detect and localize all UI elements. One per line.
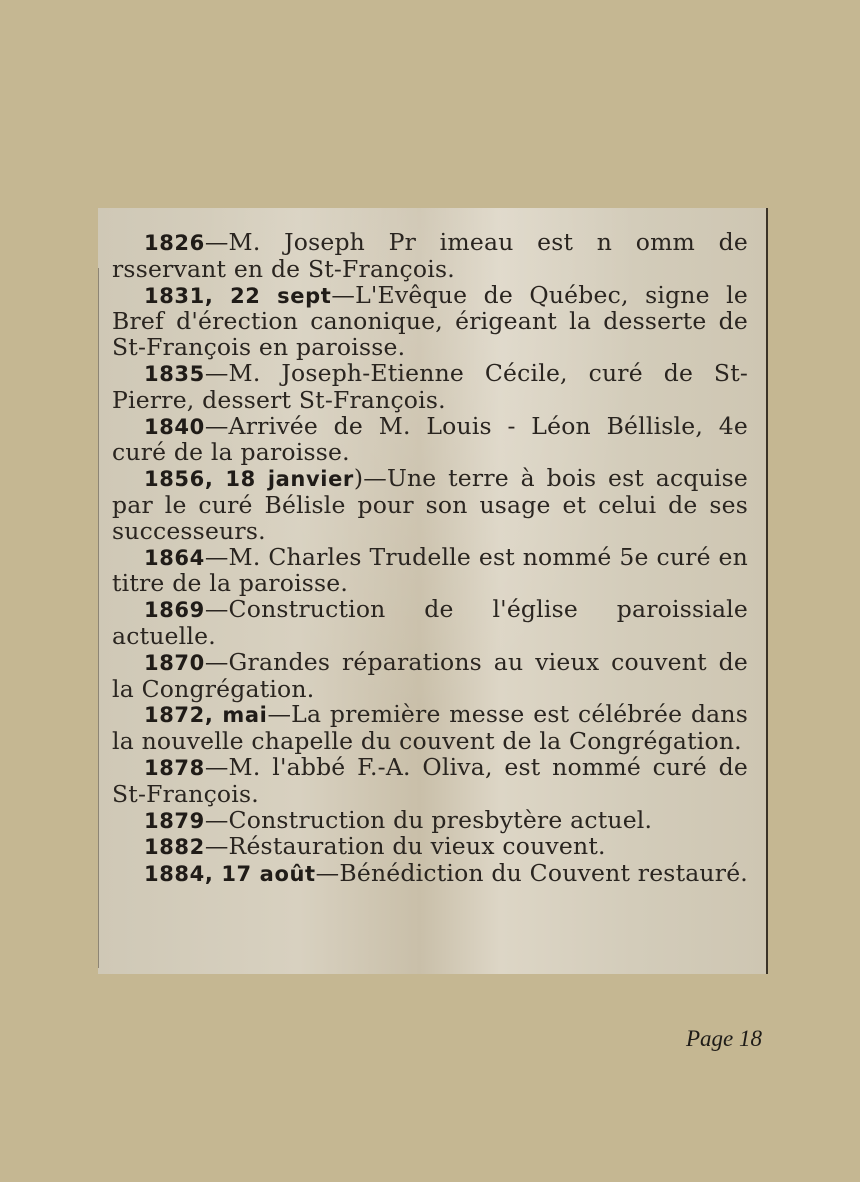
entry-1882 bbox=[112, 834, 748, 861]
entry-1835 bbox=[112, 358, 748, 414]
entry-text: —L'Evêque de Québec, signe le Bref d'érection canonique, érigeant la desserte de St-François en paroisse. bbox=[112, 280, 748, 362]
entry-text: —M. Joseph Pr imeau est n omm de rsservant en de St-François. bbox=[112, 228, 748, 283]
entry-text: —Bénédiction du Couvent restauré. bbox=[315, 859, 748, 888]
entry-text: —M. Charles Trudelle est nommé 5e curé en titre de la paroisse. bbox=[112, 542, 748, 598]
entry-1872 bbox=[112, 702, 748, 755]
entry-1870 bbox=[112, 647, 748, 703]
entry-date: 1856, 18 janvier bbox=[144, 467, 354, 492]
entry-date: 1835 bbox=[144, 361, 205, 386]
entry-text: —La première messe est célébrée dans la nouvelle chapelle du couvent de la Congrégation. bbox=[112, 700, 748, 756]
entry-date: 1870 bbox=[144, 650, 205, 675]
entry-1840 bbox=[112, 411, 748, 467]
entry-date: 1878 bbox=[144, 755, 205, 780]
entry-text: —Grandes réparations au vieux couvent de la Congrégation. bbox=[112, 647, 748, 703]
entry-text: —Construction de l'église paroissiale actuelle. bbox=[112, 595, 748, 650]
entry-text: —M. l'abbé F.-A. Oliva, est nommé curé de St-François. bbox=[112, 752, 748, 808]
entry-text: —Construction du presbytère actuel. bbox=[204, 805, 653, 834]
entry-date: 1872, mai bbox=[144, 703, 268, 728]
entry-date: 1840 bbox=[144, 414, 205, 439]
entry-1856 bbox=[112, 466, 748, 544]
entry-date: 1882 bbox=[144, 835, 205, 860]
newspaper-clipping bbox=[98, 208, 768, 974]
entry-date: 1826 bbox=[144, 231, 205, 255]
entry-text: —Arrivée de M. Louis - Léon Béllisle, 4e curé de la paroisse. bbox=[112, 411, 748, 467]
entry-1878 bbox=[112, 752, 748, 808]
entry-1869 bbox=[112, 597, 748, 650]
entry-date: 1869 bbox=[144, 598, 205, 623]
entry-date: 1831, 22 sept bbox=[144, 283, 332, 308]
entry-text: —Réstauration du vieux couvent. bbox=[204, 832, 606, 861]
entry-1826 bbox=[112, 230, 748, 283]
entry-date: 1864 bbox=[144, 545, 205, 570]
entry-1884 bbox=[112, 861, 748, 888]
entry-text: )—Une terre à bois est acquise par le curé Bélisle pour son usage et celui de ses successeurs. bbox=[112, 464, 748, 545]
entry-date: 1884, 17 août bbox=[144, 862, 316, 887]
entry-date: 1879 bbox=[144, 808, 205, 833]
page-number: Page 18 bbox=[685, 1026, 762, 1051]
entry-1864 bbox=[112, 542, 748, 598]
entry-1831 bbox=[112, 280, 748, 362]
entry-1879 bbox=[112, 805, 748, 835]
entry-text: —M. Joseph-Etienne Cécile, curé de St-Pierre, dessert St-François. bbox=[112, 358, 748, 414]
